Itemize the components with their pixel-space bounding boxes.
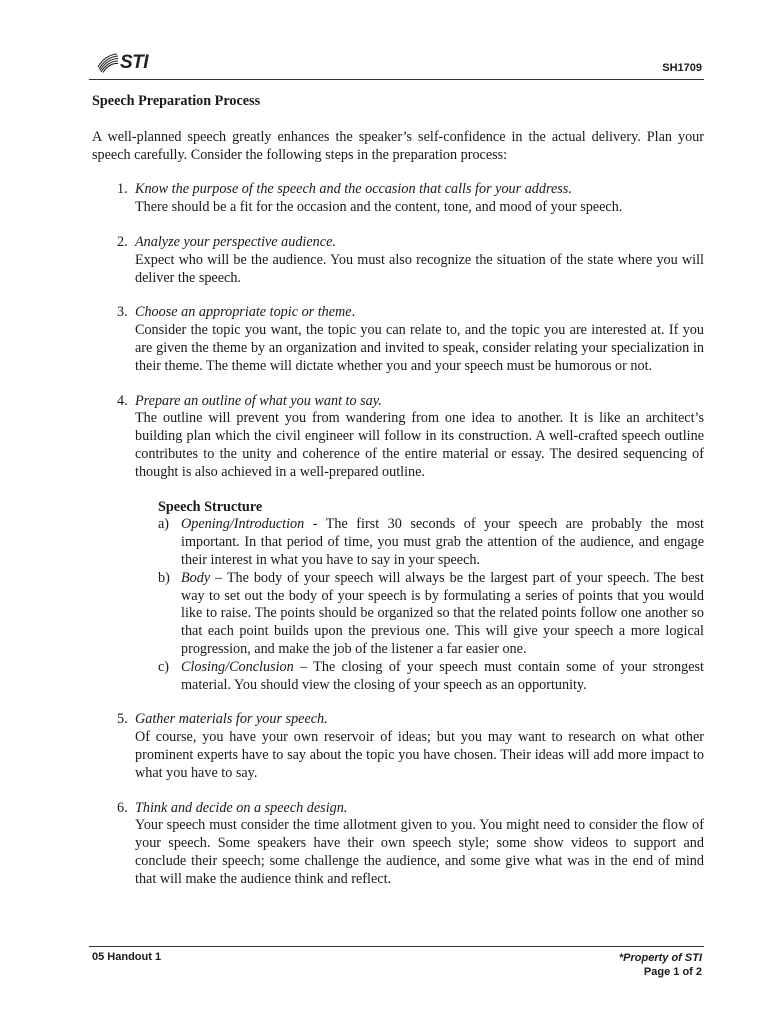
document-code: SH1709 <box>662 62 702 74</box>
step-heading: Analyze your perspective audience. <box>135 233 336 250</box>
structure-text: – The closing of your speech must contain some of your strongest material. You should view the closing of your speech as an opportunity. <box>181 658 704 693</box>
footer-right <box>619 951 702 979</box>
step-item <box>92 234 704 287</box>
step-number: 4. <box>117 392 128 409</box>
step-number: 2. <box>117 233 128 250</box>
step-number: 6. <box>117 799 128 816</box>
intro-paragraph: A well-planned speech greatly enhances the speaker’s self-confidence in the actual delivery. Plan your speech carefully. Consider the following steps in the preparation process: <box>92 128 704 163</box>
step-number: 5. <box>117 711 128 728</box>
structure-letter: a) <box>158 516 170 533</box>
structure-lead: Body <box>181 569 211 586</box>
speech-structure-title: Speech Structure <box>158 498 263 515</box>
logo-text: STI <box>120 52 149 73</box>
step-text: There should be a fit for the occasion and the content, tone, and mood of your speech. <box>135 199 623 216</box>
sti-swoosh-icon <box>97 53 119 73</box>
step-item <box>92 711 704 782</box>
step-text: The outline will prevent you from wandering from one idea to another. It is like an architect’s building plan which the civil engineer will follow in its construction. A well-crafted speech outline contributes to the unity and coherence of the entire material or essay. The desired sequencing of thought is also achieved in a well-prepared outline. <box>135 410 704 480</box>
document-body <box>92 93 704 905</box>
structure-item <box>158 570 704 659</box>
sti-logo <box>97 52 148 74</box>
step-text: Of course, you have your own reservoir of ideas; but you may want to research on what other prominent experts have to say about the topic you have chosen. Their ideas will add more impact to what you have to say. <box>135 729 704 781</box>
step-number: 1. <box>117 181 128 198</box>
step-text: Consider the topic you want, the topic you can relate to, and the topic you are interested at. If you are given the theme by an organization and invited to speak, consider relating your specialization in their theme. The theme will dictate whether you and your speech must be humorous or not. <box>135 322 704 374</box>
structure-item <box>158 516 704 569</box>
step-number: 3. <box>117 304 128 321</box>
step-text: Expect who will be the audience. You must also recognize the situation of the state where you will deliver the speech. <box>135 251 704 286</box>
step-item <box>92 393 704 695</box>
structure-item <box>158 659 704 695</box>
structure-text: – The body of your speech will always be the largest part of your speech. The best way to set out the body of your speech is by formulating a series of points that you would like to raise. The points should be organized so that the related points follow one another so that each point builds upon the previous one. This will give your speech a more logical progression, and make the job of the listener a far easier one. <box>181 569 704 657</box>
header-divider <box>89 79 704 80</box>
step-heading: Know the purpose of the speech and the occasion that calls for your address. <box>135 181 572 198</box>
step-heading: Choose an appropriate topic or theme <box>135 304 352 321</box>
structure-lead: Opening/Introduction <box>181 516 305 533</box>
step-item <box>92 181 704 217</box>
page-number: Page 1 of 2 <box>643 966 702 978</box>
structure-letter: b) <box>158 569 170 586</box>
step-heading: Gather materials for your speech. <box>135 711 328 728</box>
document-title: Speech Preparation Process <box>92 93 261 109</box>
step-item <box>92 800 704 889</box>
step-heading: Prepare an outline of what you want to say. <box>135 392 382 409</box>
handout-label: 05 Handout 1 <box>92 951 162 963</box>
step-heading: Think and decide on a speech design. <box>135 799 348 816</box>
speech-structure-section <box>135 499 704 695</box>
structure-text: - The first 30 seconds of your speech are probably the most important. In that period of time, you must grab the attention of the audience, and engage their interest in what you have to say in your speech. <box>181 516 704 568</box>
footer-divider <box>89 946 704 947</box>
structure-letter: c) <box>158 658 170 675</box>
structure-lead: Closing/Conclusion <box>181 658 294 675</box>
property-notice: *Property of STI <box>618 952 702 964</box>
step-item <box>92 304 704 375</box>
step-heading-line: Choose an appropriate topic or theme. <box>135 304 356 321</box>
step-text: Your speech must consider the time allotment given to you. You might need to consider the flow of your speech. Some speakers have their own speech style; some show videos to support and conclude their speech; some challenge the audience, and some give what was in the end of mind that will make the audience think and reflect. <box>135 817 704 887</box>
